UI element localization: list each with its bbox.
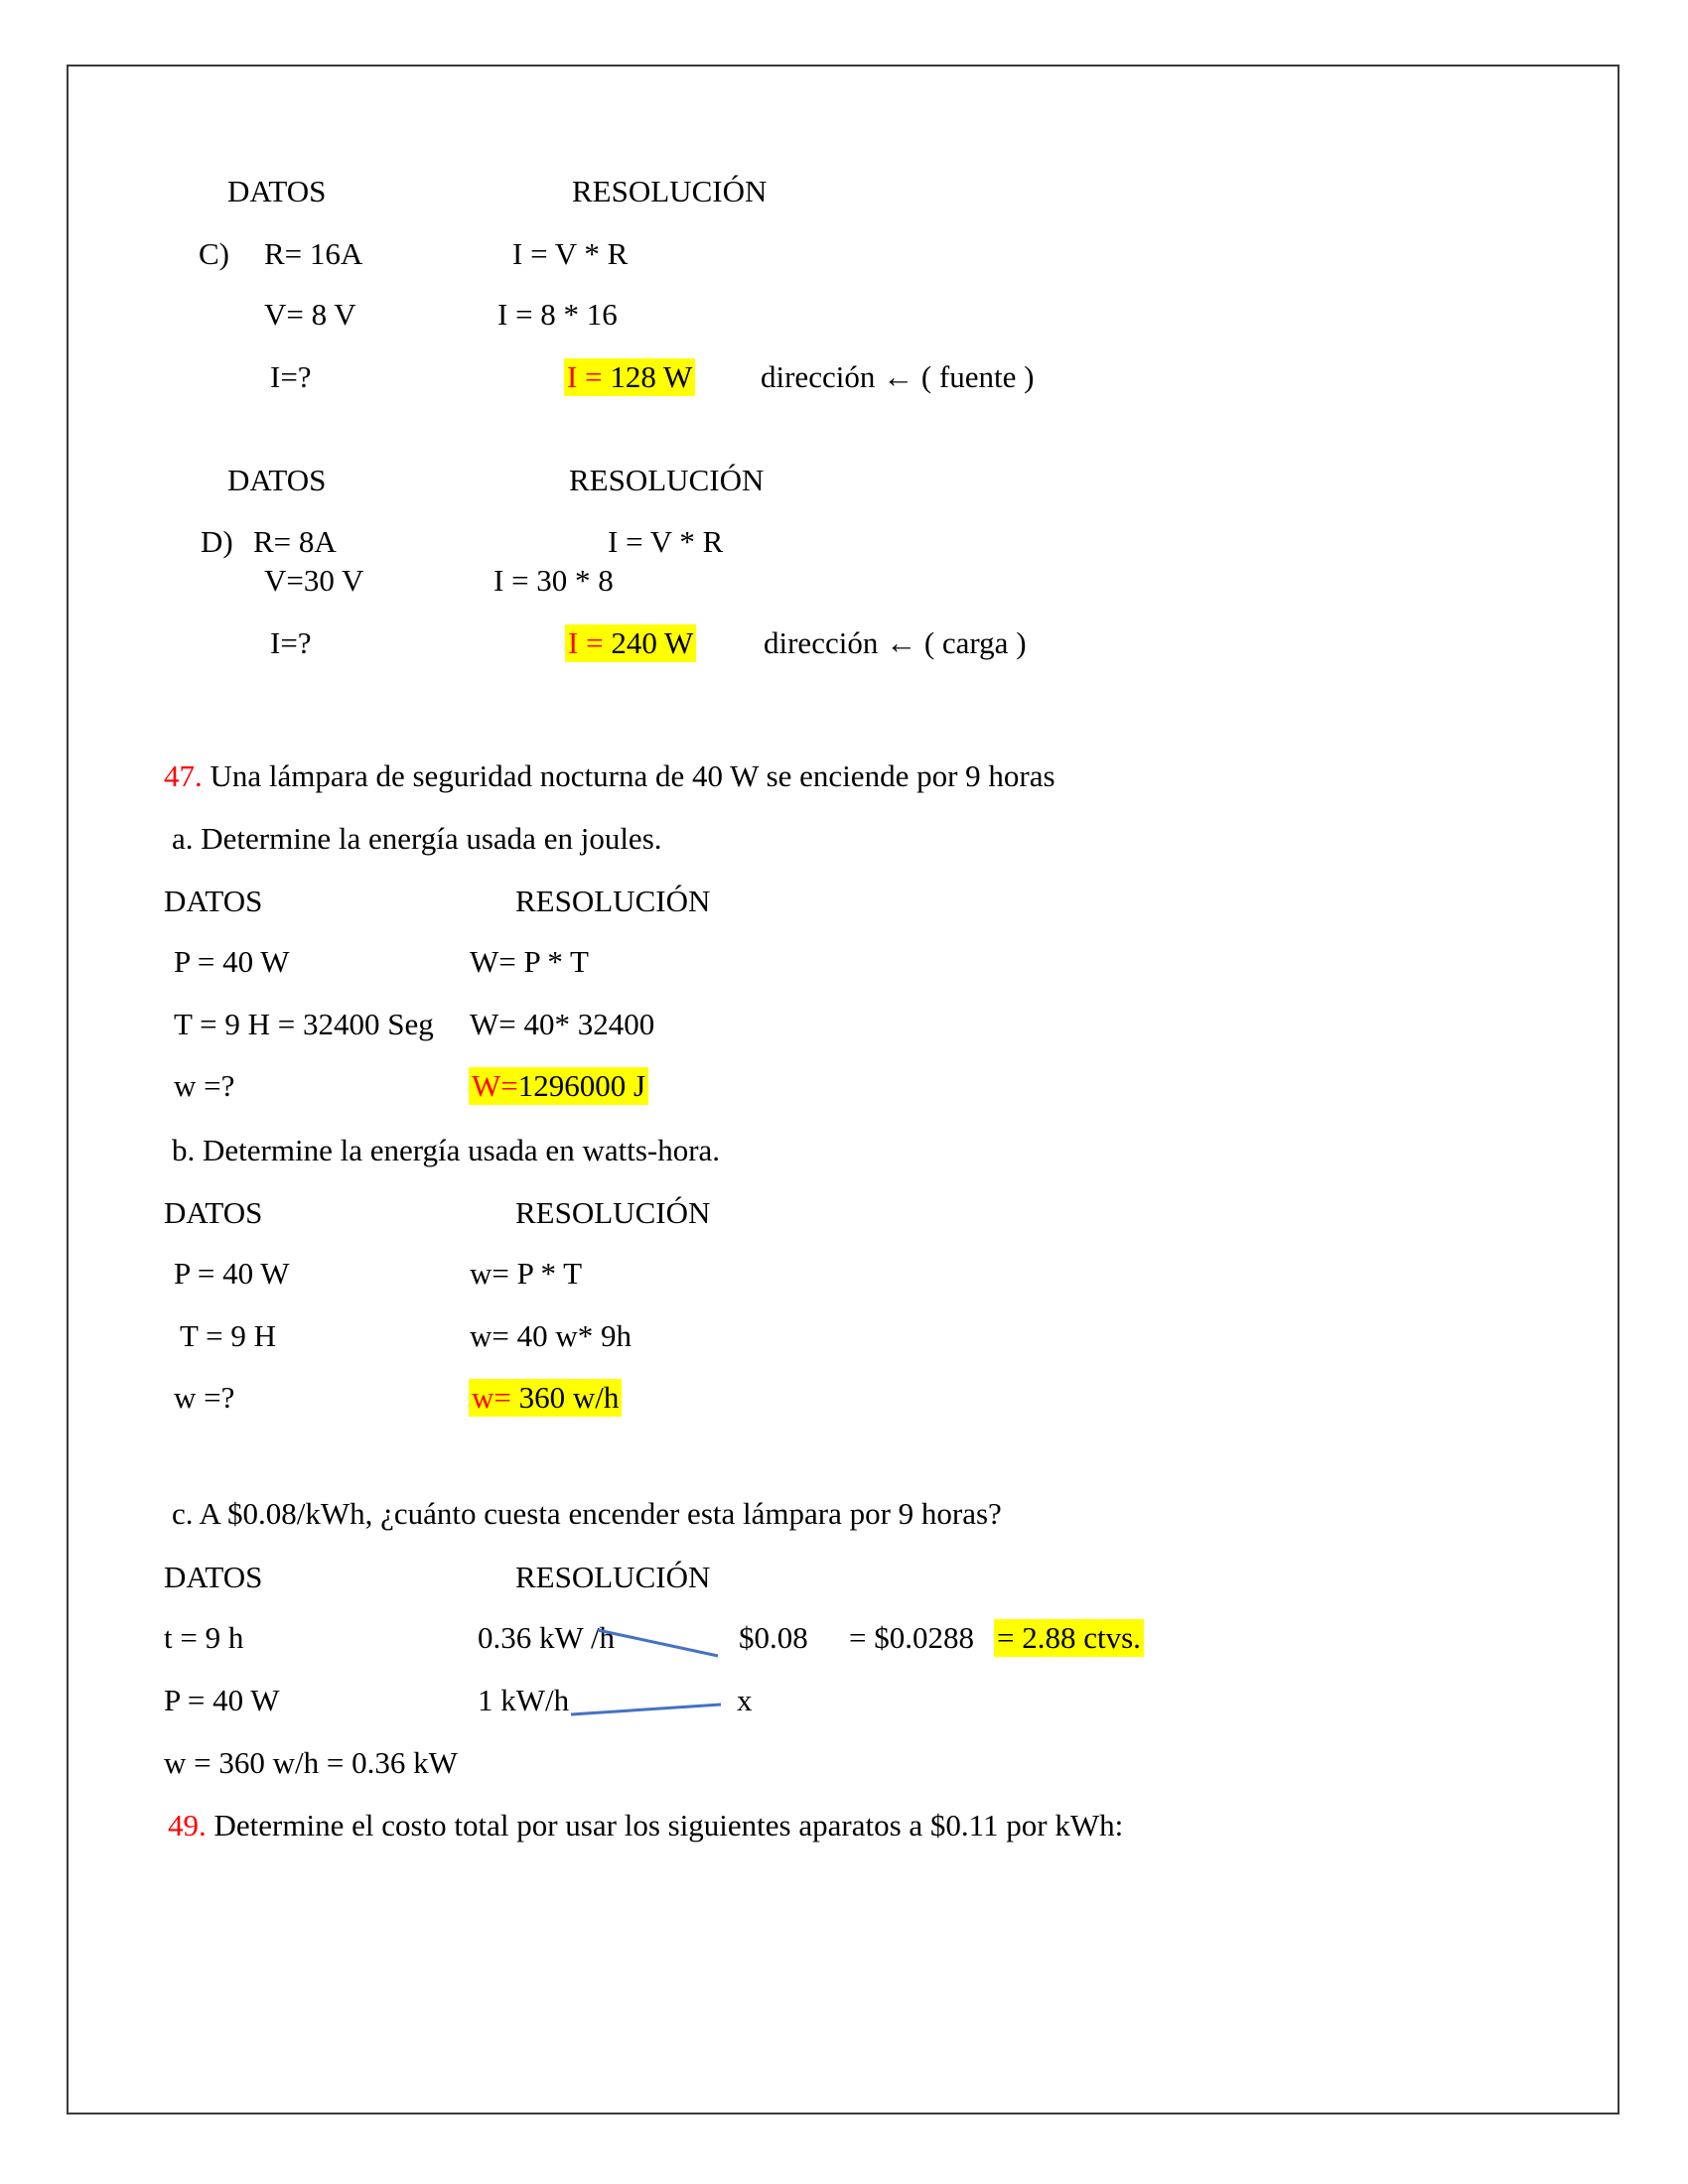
part-b-datos-header: DATOS bbox=[164, 1195, 263, 1230]
part-c-datos-header: DATOS bbox=[164, 1560, 263, 1594]
part-a-datos-header: DATOS bbox=[164, 884, 263, 918]
part-c-datos-line-3: w = 360 w/h = 0.36 kW bbox=[164, 1745, 458, 1780]
block-d-result-value: 240 W bbox=[611, 625, 694, 660]
part-c-datos-line-1: t = 9 h bbox=[164, 1620, 244, 1655]
proportion-connector-line-1 bbox=[596, 1627, 720, 1659]
part-b-resolucion-line-2: w= 40 w* 9h bbox=[470, 1318, 633, 1353]
part-a-result bbox=[469, 1070, 648, 1101]
block-d-result bbox=[565, 627, 696, 658]
block-c-result bbox=[564, 361, 695, 392]
document-sheet bbox=[69, 67, 1618, 2113]
part-a-datos-line-1: P = 40 W bbox=[174, 944, 290, 979]
part-b-result-value: 360 w/h bbox=[518, 1380, 620, 1415]
block-c-result-value: 128 W bbox=[610, 359, 693, 394]
block-c-datos-header: DATOS bbox=[227, 174, 327, 208]
block-d-resolucion-line-1: I = V * R bbox=[608, 524, 724, 559]
part-a-resolucion-header: RESOLUCIÓN bbox=[515, 884, 711, 918]
part-b-datos-line-3: w =? bbox=[174, 1380, 235, 1415]
part-b-result bbox=[469, 1382, 622, 1413]
part-a-resolucion-line-2: W= 40* 32400 bbox=[470, 1007, 655, 1041]
part-c-resolucion-header: RESOLUCIÓN bbox=[515, 1560, 711, 1594]
part-a-result-prefix: W= bbox=[472, 1068, 518, 1103]
block-c-result-prefix: I = bbox=[567, 359, 603, 394]
block-d-resolucion-line-2: I = 30 * 8 bbox=[493, 563, 614, 598]
question-47-part-c-prompt: c. A $0.08/kWh, ¿cuánto cuesta encender esta lámpara por 9 horas? bbox=[172, 1496, 1002, 1531]
question-49-text: Determine el costo total por usar los siguientes aparatos a $0.11 por kWh: bbox=[213, 1808, 1124, 1843]
block-d-item-letter: D) bbox=[201, 524, 233, 559]
part-b-resolucion-header: RESOLUCIÓN bbox=[515, 1195, 711, 1230]
part-b-resolucion-line-1: w= P * T bbox=[470, 1256, 583, 1291]
part-b-result-prefix: w= bbox=[472, 1380, 511, 1415]
proportion-connector-line-2 bbox=[569, 1699, 723, 1720]
block-c-direction-note: dirección ← ( fuente ) bbox=[761, 359, 1035, 394]
block-d-direction-note: dirección ← ( carga ) bbox=[764, 625, 1027, 660]
block-d-result-prefix: I = bbox=[568, 625, 604, 660]
document-page bbox=[67, 65, 1619, 2115]
question-47-number: 47. bbox=[164, 758, 203, 793]
part-c-proportion-line1-equals: = $0.0288 bbox=[849, 1620, 974, 1655]
question-47 bbox=[164, 760, 1055, 791]
block-c-datos-line-3: I=? bbox=[270, 359, 312, 394]
part-c-datos-line-2: P = 40 W bbox=[164, 1683, 280, 1717]
part-b-datos-line-1: P = 40 W bbox=[174, 1256, 290, 1291]
part-c-proportion-line1-left: 0.36 kW /h bbox=[478, 1620, 616, 1655]
part-c-proportion-line2-right: x bbox=[737, 1683, 753, 1717]
part-a-result-value: 1296000 J bbox=[517, 1068, 646, 1103]
block-c-resolucion-header: RESOLUCIÓN bbox=[572, 174, 768, 208]
block-d-datos-header: DATOS bbox=[227, 463, 327, 497]
block-d-datos-line-3: I=? bbox=[270, 625, 312, 660]
question-47-part-a-prompt: a. Determine la energía usada en joules. bbox=[172, 821, 662, 856]
block-c-datos-line-1: R= 16A bbox=[264, 236, 363, 271]
part-c-proportion-result-value: = 2.88 ctvs. bbox=[994, 1619, 1144, 1657]
part-a-resolucion-line-1: W= P * T bbox=[470, 944, 589, 979]
block-c-resolucion-line-2: I = 8 * 16 bbox=[497, 297, 618, 332]
question-49-number: 49. bbox=[168, 1808, 207, 1843]
part-c-proportion-line1-right: $0.08 bbox=[739, 1620, 808, 1655]
part-a-datos-line-2: T = 9 H = 32400 Seg bbox=[174, 1007, 434, 1041]
block-c-item-letter: C) bbox=[199, 236, 229, 271]
block-d-resolucion-header: RESOLUCIÓN bbox=[569, 463, 765, 497]
part-c-proportion-result bbox=[994, 1622, 1144, 1653]
part-b-datos-line-2: T = 9 H bbox=[180, 1318, 276, 1353]
question-47-part-b-prompt: b. Determine la energía usada en watts-hora. bbox=[172, 1133, 721, 1167]
part-a-datos-line-3: w =? bbox=[174, 1068, 235, 1103]
block-c-datos-line-2: V= 8 V bbox=[264, 297, 356, 332]
block-d-datos-line-1: R= 8A bbox=[253, 524, 337, 559]
question-47-text: Una lámpara de seguridad nocturna de 40 W se enciende por 9 horas bbox=[210, 758, 1055, 793]
part-c-proportion-line2-left: 1 kW/h bbox=[478, 1683, 570, 1717]
block-c-resolucion-line-1: I = V * R bbox=[512, 236, 629, 271]
question-49 bbox=[168, 1810, 1123, 1841]
block-d-datos-line-2: V=30 V bbox=[264, 563, 364, 598]
